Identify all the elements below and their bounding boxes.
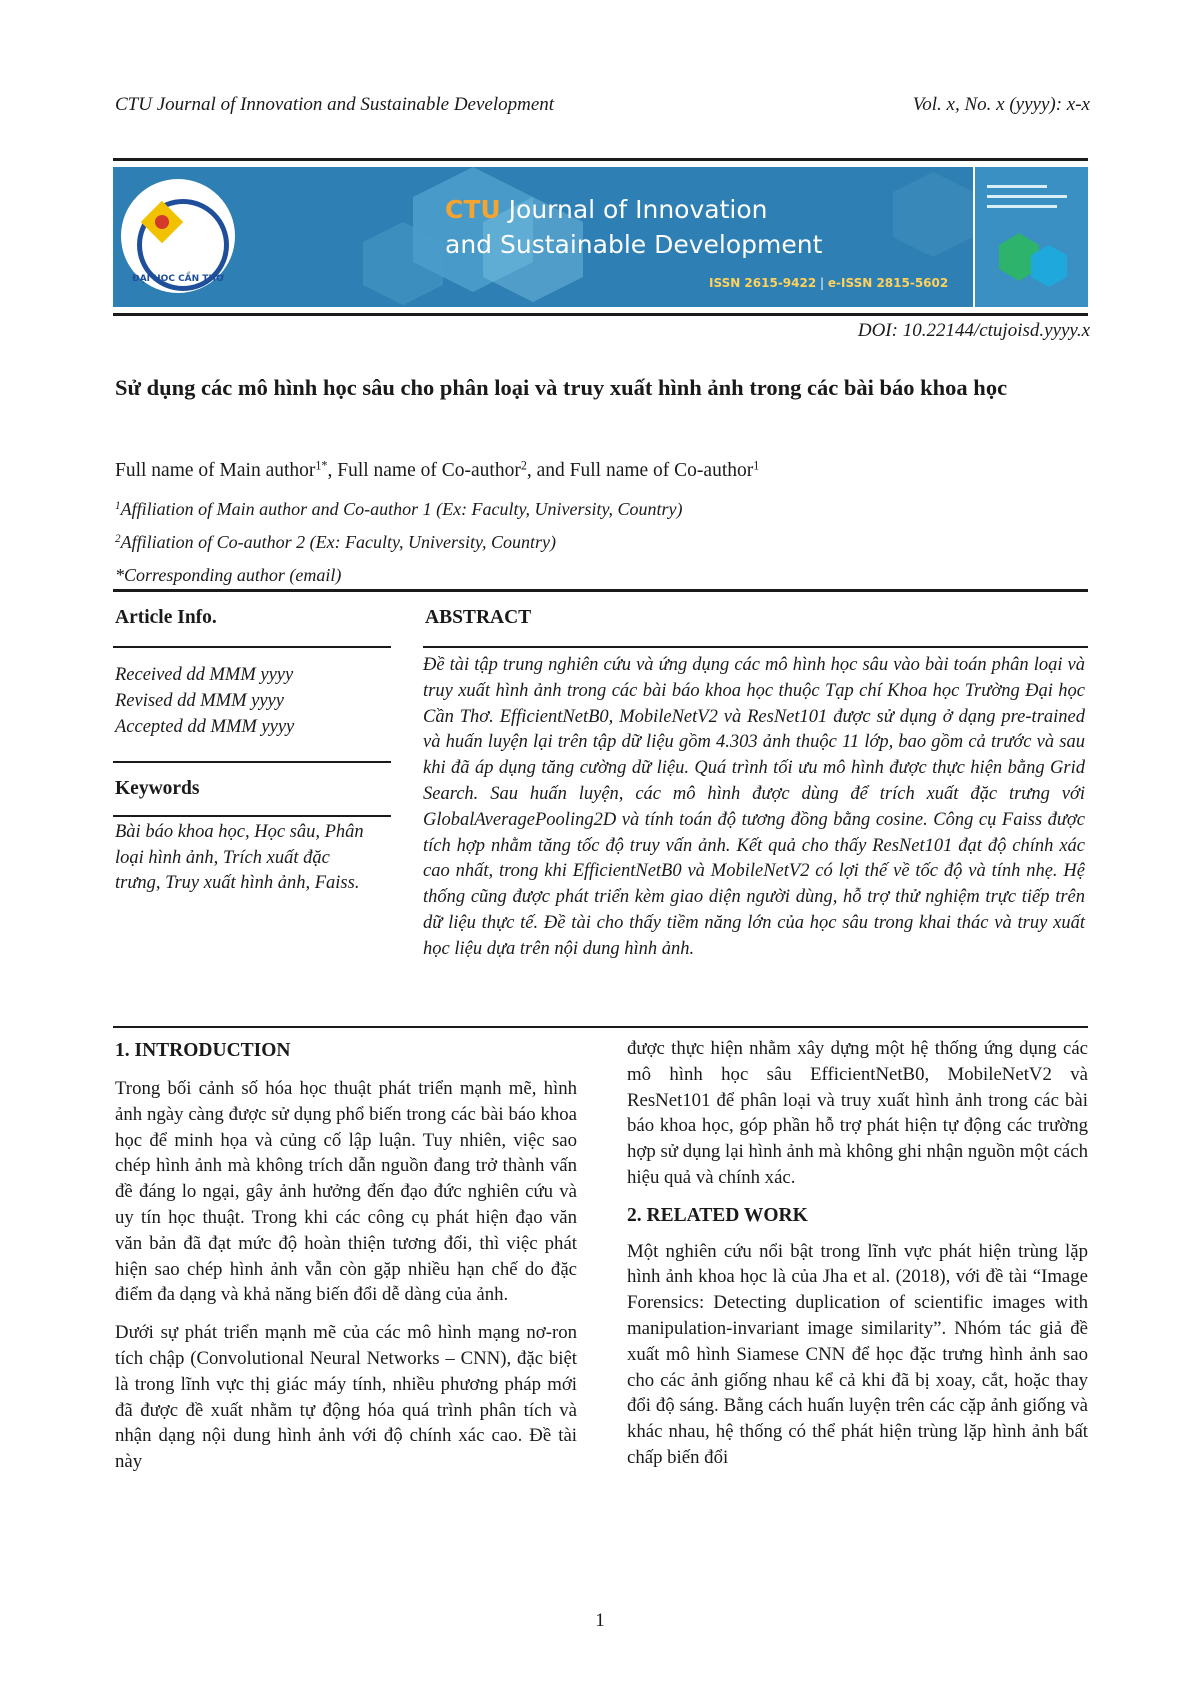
university-logo	[121, 179, 235, 293]
aff1-sup: 1	[115, 499, 121, 512]
journal-banner	[113, 158, 1088, 316]
logo-center-dot	[155, 215, 169, 229]
abstract-text: Đề tài tập trung nghiên cứu và ứng dụng các mô hình học sâu vào bài toán phân loại và truy xuất hình ảnh trong các bài báo khoa học thuộc Tạp chí Khoa học Trường Đại học Cần Thơ. EfficientNetB0, MobileNetV2 và ResNet101 được sử dụng ở dạng pre-trained và huấn luyện lại trên tập dữ liệu gồm 4.303 ảnh thuộc 11 lớp, bao gồm cả trước và sau khi đã áp dụng tăng cường dữ liệu. Quá trình tối ưu mô hình được thực hiện bằng Grid Search. Sau huấn luyện, các mô hình được dùng để trích xuất đặc trưng với GlobalAveragePooling2D và tính toán độ tương đồng bằng cosine. Công cụ Faiss được tích hợp nhằm tăng tốc độ truy vấn ảnh. Kết quả cho thấy ResNet101 đạt độ chính xác cao nhất, trong khi EfficientNetB0 và MobileNetV2 có lợi thế về tốc độ và tính nhẹ. Hệ thống cũng được phát triển kèm giao diện người dùng, hỗ trợ thử nghiệm trực tiếp trên dữ liệu thực tế. Đề tài cho thấy tiềm năng lớn của học sâu trong khai thác và truy xuất học liệu dựa trên nội dung hình ảnh.	[423, 655, 1085, 959]
cover-text-line	[987, 185, 1047, 188]
cover-hexagon-graphic	[989, 225, 1079, 295]
banner-brand: CTU	[445, 195, 501, 224]
intro-paragraph-2: Dưới sự phát triển mạnh mẽ của các mô hình mạng nơ-ron tích chập (Convolutional Neural Networks – CNN), đặc biệt là trong lĩnh vực thị giác máy tính, nhiều phương pháp mới đã được đề xuất nhằm tự động hóa quá trình phân tích và nhận dạng nội dung hình ảnh với độ chính xác cao. Đề tài này	[115, 1322, 577, 1473]
accepted-date: Accepted dd MMM yyyy	[115, 717, 295, 737]
banner-background	[113, 167, 1088, 307]
issn-separator: |	[816, 276, 828, 290]
issn: ISSN 2615-9422	[709, 276, 817, 290]
author-co-1-sup: 2	[520, 458, 527, 473]
body-left-column	[115, 1076, 577, 1487]
logo-text: ĐẠI HỌC CẦN THƠ	[132, 274, 224, 284]
journal-running-title: CTU Journal of Innovation and Sustainable Development	[115, 94, 555, 115]
related-paragraph-1: Một nghiên cứu nổi bật trong lĩnh vực phát hiện trùng lặp hình ảnh khoa học là của Jha et al. (2018), với đề tài “Image Forensics: Detecting duplication of scientific images with manipulation-invariant image similarity”. Nhóm tác giả đề xuất mô hình Siamese CNN để học đặc trưng hình ảnh sao cho các ảnh giống nhau kể cả khi đã bị xoay, cắt, hoặc thay đổi độ sáng. Bằng cách huấn luyện trên các cặp ảnh giống và khác nhau, hệ thống có thể phát hiện trùng lặp hình ảnh bất chấp biến đổi	[627, 1240, 1088, 1468]
intro-paragraph-1: Trong bối cảnh số hóa học thuật phát triển mạnh mẽ, hình ảnh ngày càng được sử dụng phổ biến trong các bài báo khoa học để minh họa và củng cố lập luận. Tuy nhiên, việc sao chép hình ảnh mà không trích dẫn nguồn đang trở thành vấn đề đáng lo ngại, gây ảnh hưởng đến đạo đức nghiên cứu và uy tín học thuật. Trong khi các công cụ phát hiện đạo văn văn bản đã đạt mức độ hoàn thiện tương đối, thì việc phát hiện sao chép hình ảnh vẫn còn gặp nhiều hạn chế do đặc điểm đa dạng và khả năng biến đổi dễ dàng của ảnh.	[115, 1078, 577, 1306]
keywords-list: Bài báo khoa học, Học sâu, Phân loại hình ảnh, Trích xuất đặc trưng, Truy xuất hình ảnh, Faiss.	[115, 822, 364, 893]
section-rule	[113, 1026, 1088, 1028]
volume-info: Vol. x, No. x (yyyy): x-x	[912, 94, 1090, 115]
journal-cover-thumbnail	[973, 167, 1088, 307]
corresponding-author: *Corresponding author (email)	[115, 565, 342, 585]
abstract-rule	[423, 646, 1088, 648]
author-main: Full name of Main author	[115, 460, 316, 481]
info-rule	[113, 761, 391, 763]
cover-text-line	[987, 205, 1057, 208]
section-heading-introduction: 1. INTRODUCTION	[115, 1040, 291, 1061]
aff2-sup: 2	[115, 532, 121, 545]
aff2-text: Affiliation of Co-author 2 (Ex: Faculty, University, Country)	[120, 532, 557, 552]
banner-issn	[709, 276, 948, 290]
page-number: 1	[595, 1610, 605, 1631]
received-date: Received dd MMM yyyy	[115, 665, 294, 685]
author-co-2: , and Full name of Co-author	[526, 460, 754, 481]
intro-paragraph-2-continued: được thực hiện nhằm xây dựng một hệ thống ứng dụng các mô hình học sâu EfficientNetB0, MobileNetV2 và ResNet101 để phân loại và truy xuất hình ảnh trong các bài báo khoa học, góp phần hỗ trợ phát hiện tự động các trường hợp sử dụng lại hình ảnh mà không ghi nhận nguồn một cách hiệu quả và chính xác.	[627, 1038, 1088, 1188]
banner-journal-title	[445, 192, 822, 262]
revised-date: Revised dd MMM yyyy	[115, 691, 284, 711]
article-info-heading: Article Info.	[115, 607, 217, 628]
doi: DOI: 10.22144/ctujoisd.yyyy.x	[857, 320, 1090, 341]
body-right-column	[627, 1036, 1088, 1483]
info-rule	[113, 815, 391, 817]
author-co-1: , Full name of Co-author	[327, 460, 521, 481]
aff1-text: Affiliation of Main author and Co-author 1 (Ex: Faculty, University, Country)	[120, 499, 683, 519]
author-list	[115, 460, 759, 482]
affiliation-2	[115, 532, 556, 553]
paper-title: Sử dụng các mô hình học sâu cho phân loại và truy xuất hình ảnh trong các bài báo khoa học	[115, 375, 1008, 400]
author-main-sup: 1*	[315, 458, 328, 473]
abstract-heading: ABSTRACT	[425, 607, 532, 628]
section-rule	[113, 589, 1088, 592]
banner-title-line2: and Sustainable Development	[445, 230, 823, 259]
section-heading-related-work: 2. RELATED WORK	[627, 1204, 808, 1226]
author-co-2-sup: 1	[753, 458, 760, 473]
banner-title-line1: Journal of Innovation	[500, 195, 768, 224]
cover-text-line	[987, 195, 1067, 198]
keywords-heading: Keywords	[115, 778, 200, 799]
affiliation-1	[115, 499, 683, 520]
eissn: e-ISSN 2815-5602	[827, 276, 949, 290]
info-rule	[113, 646, 391, 648]
